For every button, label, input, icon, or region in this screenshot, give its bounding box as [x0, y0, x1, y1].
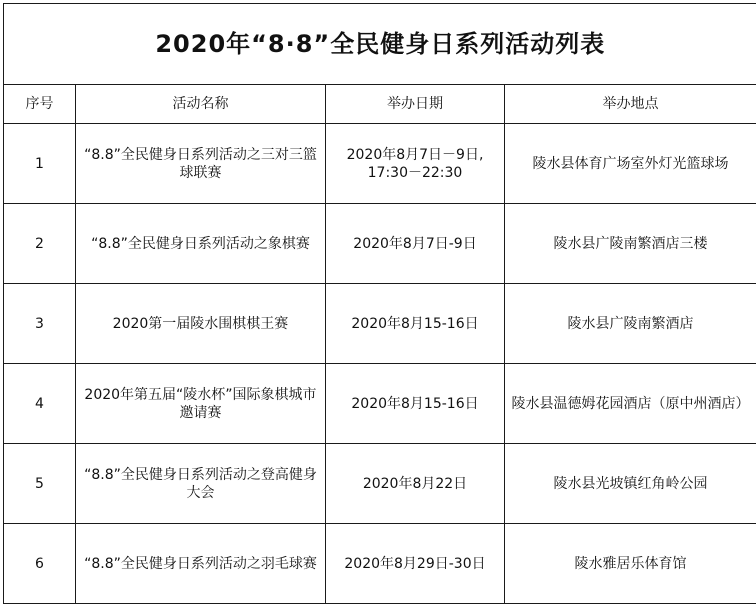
activity-name: “8.8”全民健身日系列活动之羽毛球赛 — [76, 524, 326, 604]
time-line: 17:30－22:30 — [367, 164, 463, 181]
header-date: 举办日期 — [326, 85, 505, 124]
row-number: 6 — [4, 524, 76, 604]
table-title: 2020年“8·8”全民健身日系列活动列表 — [4, 4, 756, 85]
activity-place: 陵水县广陵南繁酒店三楼 — [505, 204, 756, 284]
table-row — [4, 524, 756, 604]
row-number: 2 — [4, 204, 76, 284]
table-row — [4, 124, 756, 204]
header-row — [4, 85, 756, 124]
header-name: 活动名称 — [76, 85, 326, 124]
row-number: 5 — [4, 444, 76, 524]
activity-place: 陵水县广陵南繁酒店 — [505, 284, 756, 364]
activity-place: 陵水雅居乐体育馆 — [505, 524, 756, 604]
activity-name: “8.8”全民健身日系列活动之象棋赛 — [76, 204, 326, 284]
activity-date: 2020年8月15-16日 — [326, 364, 505, 444]
activity-place: 陵水县体育广场室外灯光篮球场 — [505, 124, 756, 204]
header-place: 举办地点 — [505, 85, 756, 124]
table-row — [4, 364, 756, 444]
activity-date — [326, 124, 505, 204]
activity-place: 陵水县光坡镇红角岭公园 — [505, 444, 756, 524]
title-row — [4, 4, 756, 85]
table-row — [4, 204, 756, 284]
activity-name: 2020年第五届“陵水杯”国际象棋城市邀请赛 — [76, 364, 326, 444]
activity-name: 2020第一届陵水围棋棋王赛 — [76, 284, 326, 364]
row-number: 1 — [4, 124, 76, 204]
activity-name: “8.8”全民健身日系列活动之三对三篮球联赛 — [76, 124, 326, 204]
activity-date: 2020年8月22日 — [326, 444, 505, 524]
activity-date: 2020年8月7日-9日 — [326, 204, 505, 284]
activity-date: 2020年8月29日-30日 — [326, 524, 505, 604]
activity-name: “8.8”全民健身日系列活动之登高健身大会 — [76, 444, 326, 524]
table-row — [4, 284, 756, 364]
row-number: 4 — [4, 364, 76, 444]
activity-table — [3, 3, 756, 604]
table-row — [4, 444, 756, 524]
date-line: 2020年8月7日－9日, — [346, 146, 484, 163]
activity-date: 2020年8月15-16日 — [326, 284, 505, 364]
header-no: 序号 — [4, 85, 76, 124]
row-number: 3 — [4, 284, 76, 364]
activity-place: 陵水县温德姆花园酒店（原中州酒店） — [505, 364, 756, 444]
